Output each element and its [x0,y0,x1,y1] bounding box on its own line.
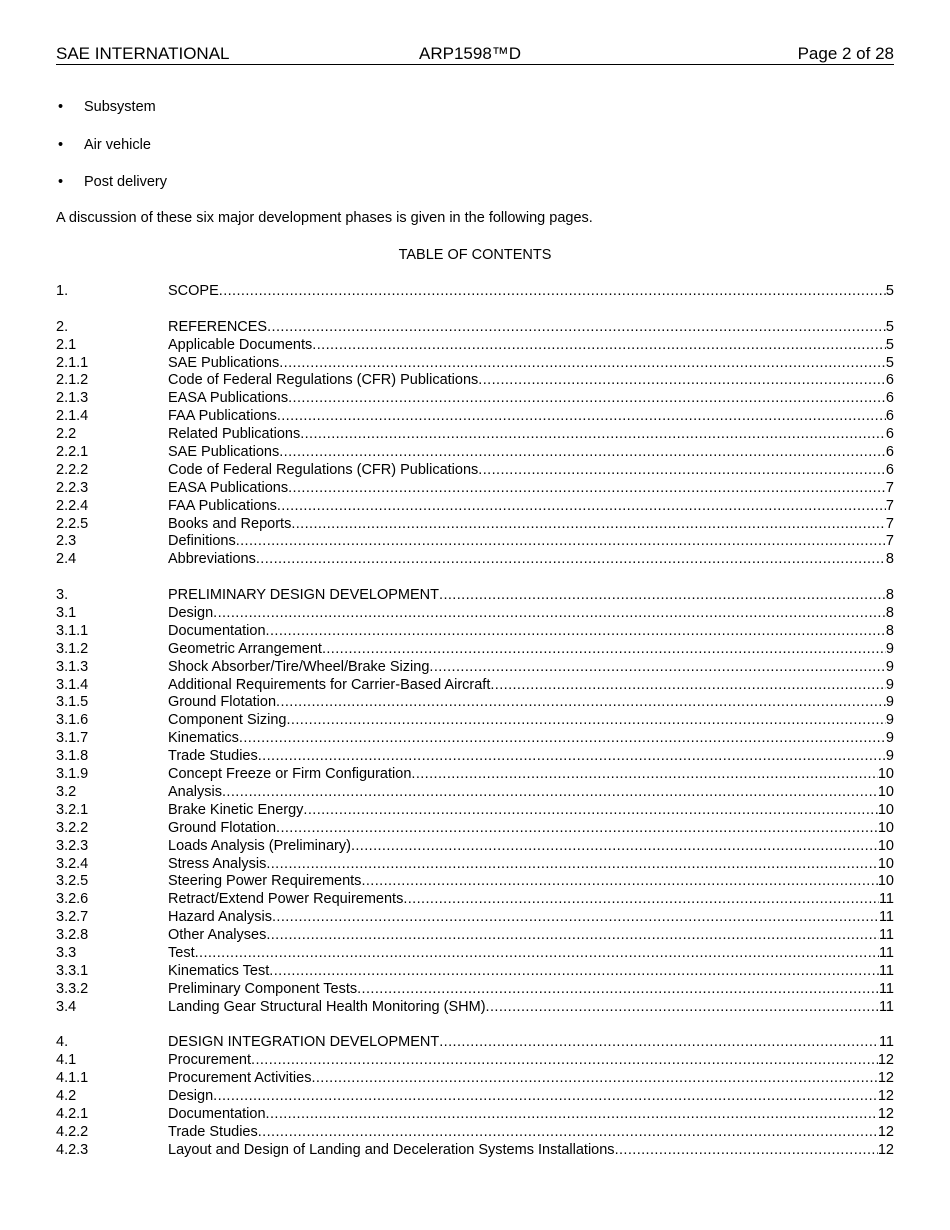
toc-section-number: 2.2 [56,426,77,443]
toc-page-number: 8 [885,587,894,604]
toc-entry-line [168,891,894,909]
toc-page-number: 7 [885,479,894,496]
toc-section-number: 3.1.5 [56,694,89,711]
toc-section-title: Preliminary Component Tests [168,980,358,997]
toc-page-number: 8 [885,622,894,639]
toc-entry-line [168,1088,894,1106]
toc-section-number: 4.2.2 [56,1123,89,1140]
toc-entry-line [168,319,894,337]
toc-section-title: Design [168,1088,214,1105]
toc-entry-line [168,623,894,641]
toc-dot-leader [615,1142,878,1160]
toc-section-number: 3.2.4 [56,855,89,872]
toc-section-number: 3.2 [56,783,77,800]
toc-entry-line [168,659,894,677]
toc-section-title: REFERENCES [168,318,268,335]
toc-entry[interactable] [56,838,894,856]
toc-entry-line [168,712,894,730]
toc-page-number: 12 [877,1070,894,1087]
toc-page-number: 11 [878,998,894,1015]
toc-entry-line [168,337,894,355]
toc-entry[interactable] [56,408,894,426]
toc-page-number: 11 [878,909,894,926]
toc-section-title: Retract/Extend Power Requirements [168,891,404,908]
toc-entry-line [168,283,894,301]
toc-page-number: 10 [877,837,894,854]
toc-section-title: Abbreviations [168,551,256,568]
toc-dot-leader [312,337,886,355]
toc-section-title: Kinematics [168,730,239,747]
toc-page-number: 9 [885,676,894,693]
toc-page-number: 11 [878,980,894,997]
toc-section-title: Related Publications [168,426,301,443]
table-of-contents [56,283,894,1160]
toc-entry[interactable] [56,551,894,569]
toc-page-number: 6 [885,408,894,425]
toc-entry[interactable] [56,784,894,802]
toc-entry[interactable] [56,498,894,516]
bullet-text: Subsystem [84,99,156,115]
toc-dot-leader [439,587,886,605]
toc-dot-leader [288,480,886,498]
toc-entry-line [168,1052,894,1070]
toc-entry[interactable] [56,480,894,498]
toc-page-number: 11 [878,962,894,979]
toc-page-number: 6 [885,444,894,461]
toc-page-number: 11 [878,891,894,908]
toc-section-number: 2.1.1 [56,354,89,371]
toc-section-number: 2.3 [56,533,77,550]
toc-section-title: SCOPE [168,283,219,299]
header-organization: SAE INTERNATIONAL [56,44,230,63]
toc-section-number: 4.2 [56,1088,77,1105]
toc-page-number: 6 [885,426,894,443]
toc-page-number: 12 [877,1105,894,1122]
toc-entry-line [168,694,894,712]
toc-section-number: 4.1.1 [56,1070,89,1087]
toc-page-number: 5 [885,318,894,335]
toc-entry[interactable] [56,766,894,784]
toc-page-number: 12 [877,1123,894,1140]
toc-section-number: 3.1.9 [56,766,89,783]
toc-section-number: 3.2.8 [56,927,89,944]
toc-section-number: 2.1.4 [56,408,89,425]
bullet-text: Post delivery [84,174,168,190]
toc-page-number: 9 [885,640,894,657]
toc-section-number: 2.2.4 [56,497,89,514]
toc-entry[interactable] [56,820,894,838]
toc-entry-line [168,748,894,766]
toc-section-number: 4.1 [56,1052,77,1069]
toc-entry-line [168,927,894,945]
toc-entry-line [168,873,894,891]
toc-dot-leader [429,659,886,677]
toc-page-number: 8 [885,605,894,622]
toc-entry-line [168,533,894,551]
toc-page-number: 10 [877,819,894,836]
toc-entry-line [168,462,894,480]
toc-section-title: Documentation [168,1105,266,1122]
toc-dot-leader [300,426,886,444]
toc-entry[interactable] [56,1034,894,1052]
toc-entry[interactable] [56,283,894,301]
toc-dot-leader [361,873,877,891]
toc-section-number: 3. [56,587,69,604]
toc-entry-line [168,480,894,498]
toc-dot-leader [266,623,886,641]
toc-section-title: Kinematics Test [168,962,270,979]
toc-section-number: 3.2.6 [56,891,89,908]
toc-section-title: Analysis [168,783,222,800]
toc-section-title: Landing Gear Structural Health Monitoring (SHM) [168,998,486,1015]
toc-page-number: 9 [885,694,894,711]
toc-section-title: FAA Publications [168,408,277,425]
toc-section-number: 3.3.1 [56,962,89,979]
toc-entry[interactable] [56,659,894,677]
bullet-symbol: • [58,174,64,190]
toc-section-title: EASA Publications [168,390,289,407]
toc-entry-line [168,999,894,1017]
toc-dot-leader [239,730,886,748]
toc-section-number: 3.1.3 [56,658,89,675]
toc-page-number: 9 [885,712,894,729]
toc-entry[interactable] [56,605,894,623]
toc-dot-leader [276,820,878,838]
toc-section-title: Shock Absorber/Tire/Wheel/Brake Sizing [168,658,430,675]
toc-section-number: 3.2.3 [56,837,89,854]
toc-section-title: Loads Analysis (Preliminary) [168,837,351,854]
toc-entry[interactable] [56,623,894,641]
toc-page-number: 12 [877,1088,894,1105]
toc-section-number: 4.2.3 [56,1141,89,1158]
toc-section-title: Procurement Activities [168,1070,312,1087]
toc-entry-line [168,730,894,748]
toc-dot-leader [272,909,879,927]
toc-entry[interactable] [56,1142,894,1160]
toc-section-number: 3.1.8 [56,748,89,765]
toc-entry[interactable] [56,712,894,730]
toc-dot-leader [287,712,886,730]
toc-entry-line [168,945,894,963]
toc-section-title: EASA Publications [168,479,289,496]
toc-entry-line [168,641,894,659]
toc-section-title: Additional Requirements for Carrier-Based Aircraft [168,676,491,693]
toc-dot-leader [195,945,879,963]
toc-entry-line [168,372,894,390]
toc-entry-line [168,1106,894,1124]
toc-entry[interactable] [56,1070,894,1088]
toc-entry-line [168,1124,894,1142]
toc-entry[interactable] [56,390,894,408]
toc-dot-leader [439,1034,879,1052]
toc-dot-leader [222,784,878,802]
toc-section-number: 3.1.1 [56,622,89,639]
toc-entry[interactable] [56,677,894,695]
toc-dot-leader [256,551,886,569]
header-page-number: Page 2 of 28 [797,44,894,63]
toc-section-number: 3.2.2 [56,819,89,836]
toc-entry-line [168,963,894,981]
toc-section-title: Component Sizing [168,712,287,729]
bullet-text: Air vehicle [84,136,151,153]
toc-dot-leader [213,605,886,623]
toc-entry[interactable] [56,945,894,963]
toc-dot-leader [486,999,879,1017]
toc-dot-leader [490,677,886,695]
toc-section-title: Stress Analysis [168,855,267,872]
toc-section-number: 2.4 [56,551,77,568]
toc-entry[interactable] [56,462,894,480]
toc-entry-line [168,408,894,426]
toc-dot-leader [478,462,886,480]
toc-entry[interactable] [56,1052,894,1070]
toc-entry[interactable] [56,891,894,909]
toc-entry-line [168,498,894,516]
toc-section-title: Books and Reports [168,515,292,532]
toc-entry[interactable] [56,355,894,373]
toc-entry-line [168,820,894,838]
toc-entry[interactable] [56,426,894,444]
toc-entry[interactable] [56,694,894,712]
toc-section-title: Definitions [168,533,236,550]
toc-page-number: 10 [877,783,894,800]
toc-entry-line [168,605,894,623]
toc-section-title: DESIGN INTEGRATION DEVELOPMENT [168,1034,440,1051]
toc-dot-leader [276,694,886,712]
toc-entry[interactable] [56,1124,894,1142]
toc-page-number: 12 [877,1141,894,1158]
toc-entry-line [168,426,894,444]
toc-entry[interactable] [56,963,894,981]
toc-page-number: 10 [877,766,894,783]
toc-section-number: 2.1 [56,336,77,353]
toc-page-number: 8 [885,551,894,568]
toc-section-title: Trade Studies [168,1123,258,1140]
toc-section-number: 3.1.4 [56,676,89,693]
toc-section-title: SAE Publications [168,444,280,461]
toc-entry[interactable] [56,319,894,337]
toc-entry[interactable] [56,372,894,390]
toc-page-number: 6 [885,372,894,389]
toc-section-title: Hazard Analysis [168,909,272,926]
toc-entry-line [168,1034,894,1052]
toc-entry[interactable] [56,909,894,927]
toc-entry-line [168,677,894,695]
toc-entry[interactable] [56,873,894,891]
toc-page-number: 6 [885,461,894,478]
toc-page-number: 10 [877,873,894,890]
toc-page-number: 5 [885,354,894,371]
toc-section-title: FAA Publications [168,497,277,514]
toc-heading: TABLE OF CONTENTS [398,247,552,263]
toc-page-number: 10 [877,855,894,872]
toc-page-number: 7 [885,533,894,550]
toc-section-number: 4.2.1 [56,1105,89,1122]
toc-dot-leader [411,766,877,784]
toc-entry[interactable] [56,748,894,766]
toc-entry[interactable] [56,516,894,534]
toc-page-number: 5 [885,283,894,299]
toc-entry[interactable] [56,641,894,659]
toc-entry[interactable] [56,856,894,874]
toc-entry[interactable] [56,337,894,355]
toc-entry-line [168,784,894,802]
toc-page-number: 11 [878,1034,894,1051]
toc-section-title: Code of Federal Regulations (CFR) Publications [168,461,479,478]
toc-page-number: 7 [885,497,894,514]
toc-entry[interactable] [56,927,894,945]
toc-entry[interactable] [56,981,894,999]
toc-page-number: 6 [885,390,894,407]
toc-section-number: 3.2.1 [56,801,89,818]
toc-entry-line [168,355,894,373]
toc-dot-leader [351,838,878,856]
toc-section-number: 2.1.3 [56,390,89,407]
toc-section-number: 2.1.2 [56,372,89,389]
toc-section-number: 2.2.5 [56,515,89,532]
toc-section-number: 2.2.2 [56,461,89,478]
toc-dot-leader [291,516,886,534]
toc-section-number: 2.2.3 [56,479,89,496]
bullet-symbol: • [58,99,64,115]
toc-entry-line [168,856,894,874]
toc-entry[interactable] [56,444,894,462]
toc-entry[interactable] [56,730,894,748]
toc-page-number: 9 [885,748,894,765]
toc-dot-leader [279,355,886,373]
toc-section-title: Other Analyses [168,927,267,944]
bullet-symbol: • [58,136,64,153]
toc-page-number: 7 [885,515,894,532]
toc-section-title: Layout and Design of Landing and Deceleration Systems Installations [168,1141,615,1158]
toc-section-title: Applicable Documents [168,336,313,353]
toc-dot-leader [403,891,879,909]
toc-dot-leader [213,1088,878,1106]
toc-section-number: 3.1.7 [56,730,89,747]
toc-dot-leader [478,372,886,390]
toc-section-number: 3.2.7 [56,909,89,926]
toc-section-title: Code of Federal Regulations (CFR) Publications [168,372,479,389]
toc-dot-leader [303,802,877,820]
toc-entry-line [168,1070,894,1088]
toc-entry-line [168,838,894,856]
toc-section-title: Brake Kinetic Energy [168,801,304,818]
toc-entry-line [168,587,894,605]
toc-section-title: Geometric Arrangement [168,640,322,657]
toc-section-number: 3.2.5 [56,873,89,890]
toc-section-title: Concept Freeze or Firm Configuration [168,766,412,783]
toc-entry[interactable] [56,802,894,820]
toc-section-title: SAE Publications [168,354,280,371]
toc-entry[interactable] [56,999,894,1017]
toc-entry-line [168,1142,894,1160]
toc-dot-leader [357,981,879,999]
toc-page-number: 12 [877,1052,894,1069]
toc-dot-leader [251,1052,878,1070]
toc-section-number: 1. [56,283,69,299]
toc-dot-leader [311,1070,877,1088]
toc-section-number: 3.1 [56,605,77,622]
toc-dot-leader [269,963,879,981]
toc-entry[interactable] [56,1106,894,1124]
toc-section-number: 2.2.1 [56,444,89,461]
toc-section-title: Test [168,944,195,961]
toc-dot-leader [266,927,879,945]
toc-dot-leader [277,408,886,426]
toc-section-title: PRELIMINARY DESIGN DEVELOPMENT [168,587,440,604]
toc-section-title: Documentation [168,622,266,639]
toc-section-number: 2. [56,318,69,335]
toc-entry-line [168,802,894,820]
toc-section-number: 3.4 [56,998,77,1015]
toc-page-number: 11 [878,927,894,944]
toc-dot-leader [277,498,886,516]
toc-entry-line [168,909,894,927]
toc-dot-leader [266,1106,878,1124]
toc-section-title: Ground Flotation [168,819,277,836]
toc-page-number: 9 [885,730,894,747]
toc-dot-leader [322,641,886,659]
toc-entry-line [168,981,894,999]
toc-page-number: 9 [885,658,894,675]
toc-entry-line [168,766,894,784]
intro-paragraph: A discussion of these six major development phases is given in the following pages. [56,210,593,226]
toc-page-number: 10 [877,801,894,818]
toc-dot-leader [266,856,878,874]
toc-entry[interactable] [56,1088,894,1106]
toc-entry-line [168,390,894,408]
toc-entry-line [168,444,894,462]
toc-dot-leader [267,319,886,337]
page-header [56,44,894,65]
toc-dot-leader [258,1124,878,1142]
toc-entry-line [168,516,894,534]
toc-entry[interactable] [56,587,894,605]
toc-dot-leader [279,444,886,462]
header-document-number: ARP1598™D [419,44,522,63]
toc-section-number: 3.3 [56,944,77,961]
toc-page-number: 11 [878,944,894,961]
toc-section-title: Steering Power Requirements [168,873,362,890]
toc-dot-leader [288,390,886,408]
toc-page-number: 5 [885,336,894,353]
toc-section-number: 3.1.6 [56,712,89,729]
toc-dot-leader [236,533,886,551]
toc-entry-line [168,551,894,569]
toc-section-number: 3.1.2 [56,640,89,657]
toc-section-number: 4. [56,1034,69,1051]
toc-dot-leader [258,748,886,766]
toc-section-number: 3.3.2 [56,980,89,997]
toc-entry[interactable] [56,533,894,551]
toc-section-title: Design [168,605,214,622]
toc-dot-leader [219,283,886,301]
toc-section-title: Ground Flotation [168,694,277,711]
toc-section-title: Procurement [168,1052,252,1069]
toc-section-title: Trade Studies [168,748,258,765]
